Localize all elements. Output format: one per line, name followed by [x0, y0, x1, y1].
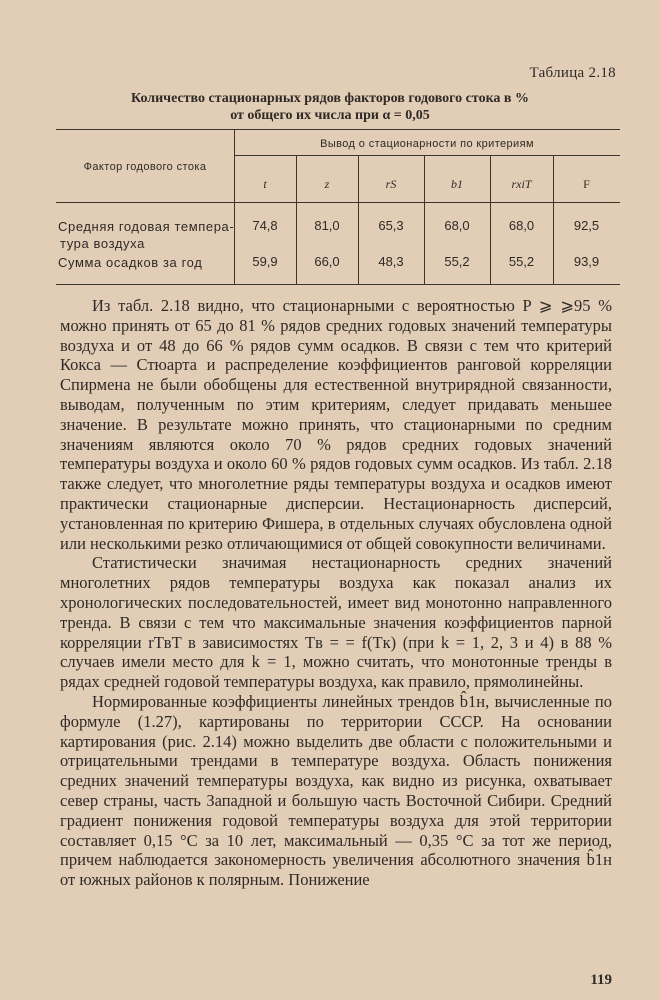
table-cell: 55,2 — [508, 254, 535, 269]
column-header-rs: rS — [385, 177, 397, 191]
row-label-line: Средняя годовая темпера- — [58, 219, 235, 234]
table-caption-line1: Количество стационарных рядов факторов годового стока в % — [130, 91, 529, 106]
table-cell: 93,9 — [573, 254, 600, 269]
factor-header: Фактор годового стока — [83, 161, 207, 173]
criteria-header: Вывод о стационарности по критериям — [320, 138, 534, 150]
table-cell: 81,0 — [314, 218, 340, 233]
table-cell: 65,3 — [378, 218, 404, 233]
criteria-rule — [234, 155, 620, 156]
page-number: 119 — [590, 972, 612, 988]
table-cell: 55,2 — [444, 254, 470, 269]
row-label-line: тура воздуха — [60, 236, 145, 251]
table-cell: 68,0 — [508, 218, 535, 233]
table-cell: 74,8 — [252, 218, 278, 233]
table-caption-line2: от общего их числа при α = 0,05 — [230, 108, 430, 123]
table-number: Таблица 2.18 — [529, 65, 616, 81]
table-row-label — [58, 218, 234, 252]
column-header-f: F — [583, 177, 590, 191]
paragraph: Из табл. 2.18 видно, что стационарными с вероятностью P ⩾ ⩾95 % можно принять от 65 до 81 % рядов средних годовых значений температуры воздуха и от 48 до 66 % рядов сумм осадков. В связи с тем что критерий Кокса — Стюарта и распределение коэффициентов ранговой корреляции Спирмена не были обобщены для естественной внутрирядной связанности, выводам, полученным по этим критериям, следует придавать меньшее значение. В результате можно принять, что стационарными по средним значениям являются около 70 % рядов средних годовых значений температуры воздуха и около 60 % рядов годовых сумм осадков. Из табл. 2.18 также следует, что многолетние ряды температуры воздуха и осадков имеют практически стационарные дисперсии. Нестационарность дисперсий, установленная по критерию Фишера, в отдельных случаях обусловлена одной или несколькими резко отличающимися от общей совокупности величинами. — [60, 296, 612, 553]
row-label-line: Сумма осадков за год — [58, 255, 203, 270]
table-cell: 92,5 — [573, 218, 600, 233]
table-cell: 48,3 — [378, 254, 404, 269]
table-row-label — [58, 254, 202, 271]
body-text — [60, 296, 612, 890]
table-bottom-rule — [56, 284, 620, 285]
header-bottom-rule — [56, 202, 620, 203]
table-cell: 59,9 — [252, 254, 278, 269]
paragraph: Нормированные коэффициенты линейных трендов b̂1н, вычисленные по формуле (1.27), картированы по территории СССР. На основании картирования (рис. 2.14) можно выделить две области с положительными и отрицательными трендами в температуре воздуха. Область понижения средних значений температуры воздуха, как видно из рисунка, охватывает север страны, часть Западной и большую часть Восточной Сибири. Средний градиент понижения годовой температуры воздуха для этой территории составляет 0,15 °С за 10 лет, максимальный — 0,35 °С за тот же период, причем наблюдается закономерность увеличения абсолютного значения b̂1н от южных районов к полярным. Понижение — [60, 691, 612, 890]
column-header-z: z — [324, 177, 330, 191]
column-header-t: t — [263, 177, 267, 191]
column-header-b1: b1 — [451, 177, 463, 191]
table-top-rule — [56, 129, 620, 130]
table-cell: 68,0 — [444, 218, 470, 233]
column-header-rxit: rxiT — [511, 177, 532, 191]
table-caption — [0, 90, 660, 124]
table-cell: 66,0 — [314, 254, 340, 269]
paragraph: Статистически значимая нестационарность средних значений многолетних рядов температуры воздуха как показал анализ их хронологических последовательностей, имеет вид монотонно направленного тренда. В связи с тем что максимальные значения коэффициентов парной корреляции rTвT в зависимостях Tв = = f(Tк) (при k = 1, 2, 3 и 4) в 88 % случаев имели место для k = 1, можно считать, что монотонные тренды в рядах средней годовой температуры воздуха, как правило, прямолинейны. — [60, 553, 612, 692]
